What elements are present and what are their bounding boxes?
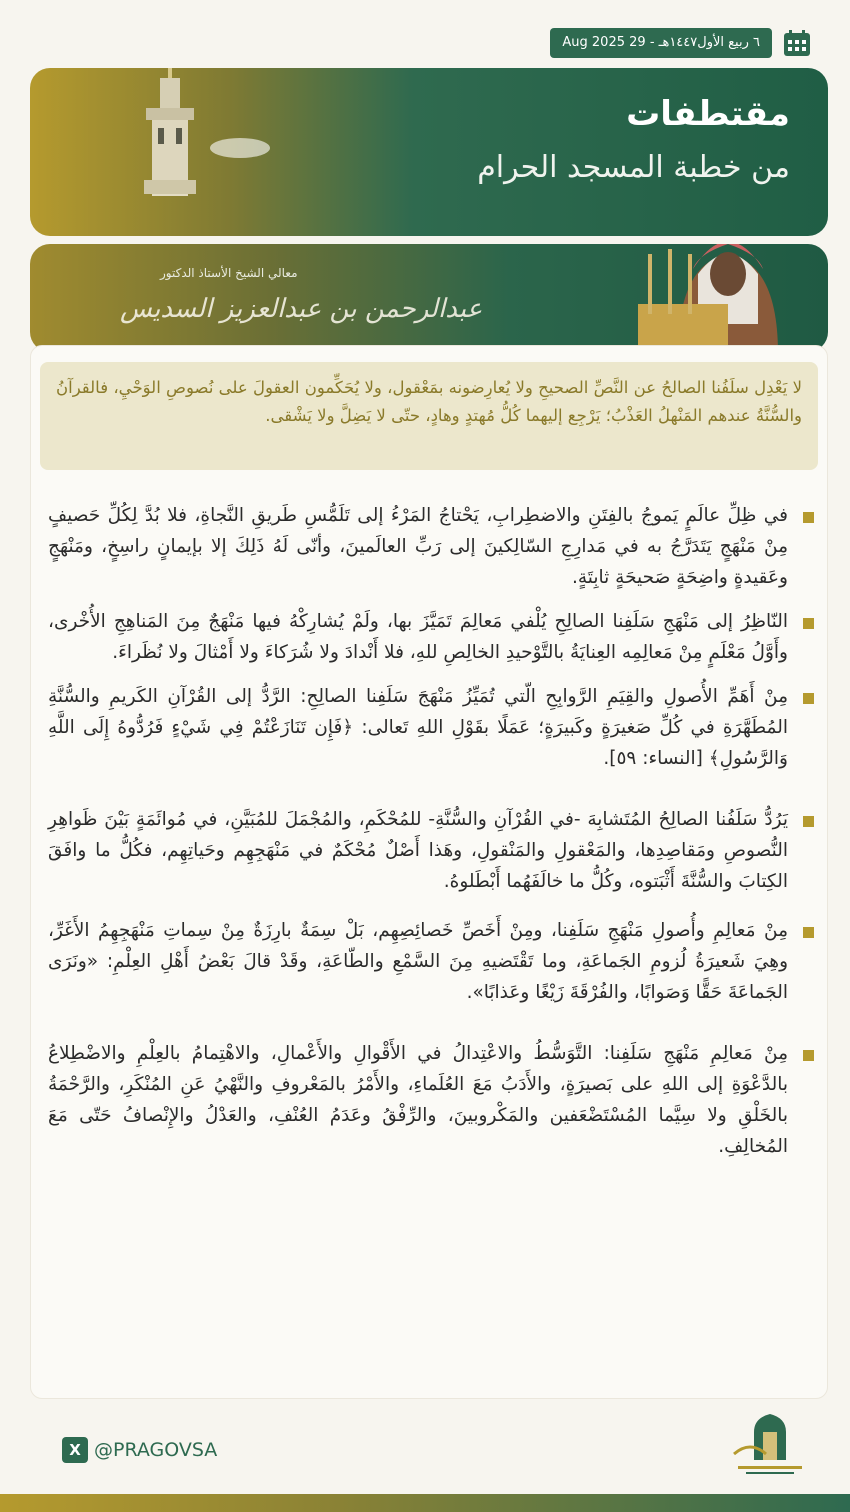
speaker-title: معالي الشيخ الأستاذ الدكتور: [160, 266, 298, 280]
speaker-name: عبدالرحمن بن عبدالعزيز السديس: [120, 294, 483, 324]
bullet-icon: [803, 816, 814, 827]
bullet-icon: [803, 512, 814, 523]
paragraph-text: مِنْ أَهَمِّ الأُصولِ والقِيَمِ الرَّوابِحِ الّتي تُمَيِّزُ مَنْهَجَ سَلَفِنا الصالِحِ: الرَّدُّ إلى القُرْآنِ الكَريمِ والسُّنَّةِ المُطَهَّرَةِ في كُلِّ صَغيرَةٍ وكَبيرَةٍ؛ عَمَلًا بقَوْلِ اللهِ تَعالى: ﴿فَإِن تَنَازَعْتُمْ فِي شَيْءٍ فَرُدُّوهُ إِلَى اللَّهِ وَالرَّسُولِ﴾ [النساء: ٥٩].: [48, 686, 788, 769]
imam-image: [638, 244, 808, 302]
bottom-strip: [0, 1494, 850, 1512]
page-subtitle: من خطبة المسجد الحرام: [477, 150, 790, 185]
title-banner: [30, 68, 828, 236]
paragraph-list: [48, 500, 814, 1162]
list-item: [48, 804, 814, 897]
calendar-icon: [782, 28, 812, 58]
paragraph-text: في ظِلِّ عالَمٍ يَموجُ بالفِتَنِ والاضطِرابِ، يَحْتاجُ المَرْءُ إلى تَلَمُّسِ طَريقِ النَّجاةِ، فلا بُدَّ لِكُلِّ حَصيفٍ مِنْ مَنْهَجٍ يَتَدَرَّجُ به في مَدارِجِ السّالِكينَ إلى رَبِّ العالَمينَ، وأنّى لَهُ ذَلِكَ إلا بإيمانٍ راسِخٍ، ومَنْهَجٍ وعَقيدةٍ واضِحَةٍ صَحيحَةٍ ثابِتَةٍ.: [48, 505, 788, 588]
bullet-icon: [803, 927, 814, 938]
x-logo-icon: X: [62, 1437, 88, 1463]
paragraph-text: يَرُدُّ سَلَفُنا الصالِحُ المُتَشابِهَ -في القُرْآنِ والسُّنَّةِ- للمُحْكَمِ، والمُجْمَلَ للمُبَيَّنِ، في مُوائَمَةٍ بَيْنَ ظَواهِرِ النُّصوصِ ومَقاصِدِها، والمَعْقولِ والمَنْقولِ، وهَذا أَصْلٌ مُحْكَمٌ في مَنْهَجِهِم وحَياتِهِم، فكُلُّ ما وافَقَ الكِتابَ والسُّنَّةَ أَثْبَتوه، وكُلُّ ما خالَفَهُما أَبْطَلوهُ.: [48, 809, 788, 892]
bullet-icon: [803, 618, 814, 629]
highlight-quote: لا يَعْدِل سلَفُنا الصالحُ عن النَّصِّ الصحيحِ ولا يُعارِضونه بمَعْقول، ولا يُحَكِّمون العقولَ على نُصوصِ الوَحْيِ، فالقرآنُ والسُّنَّةُ عندهم المَنْهلُ العَذْبُ؛ يَرْجِع إليهما كُلُّ مُهتدٍ وهادٍ، حتّى لا يَضِلَّ ولا يَشْقى.: [40, 362, 818, 470]
date-text: ٦ ربيع الأول١٤٤٧هـ - 29 Aug 2025: [550, 28, 772, 58]
bullet-icon: [803, 1050, 814, 1061]
paragraph-text: مِنْ مَعالِمِ وأُصولِ مَنْهَجِ سَلَفِنا، ومِنْ أَخَصِّ خَصائِصِهِم، بَلْ سِمَةٌ بارِزَةٌ مِنْ سِماتِ مَنْهَجِهِمُ الأَغَرِّ، وهِيَ شَعيرَةُ لُزومِ الجَماعَةِ، وما تَقْتَضيهِ مِنَ السَّمْعِ والطّاعَةِ، وقَدْ قالَ بَعْضُ أَهْلِ العِلْمِ: «ونَرَى الجَماعَةَ حَقًّا وَصَوابًا، والفُرْقَةَ زَيْغًا وعَذابًا».: [48, 920, 788, 1003]
list-item: [48, 915, 814, 1008]
list-item: [48, 1038, 814, 1162]
bullet-icon: [803, 693, 814, 704]
minaret-image: [80, 68, 280, 196]
social-link[interactable]: [62, 1437, 217, 1463]
haramain-logo-icon: [730, 1410, 810, 1480]
date-bar: [550, 26, 812, 60]
list-item: [48, 681, 814, 774]
speaker-banner: [30, 244, 828, 352]
list-item: [48, 500, 814, 593]
paragraph-text: النّاظِرُ إلى مَنْهَجِ سَلَفِنا الصالِحِ يُلْفي مَعالِمَ تَمَيَّزَ بها، ولَمْ يُشارِكْهُ فيها مَنْهَجٌ مِنَ المَناهِجِ الأُخْرى، وأَوَّلُ مَعْلَمٍ مِنْ مَعالِمِه العِنايَةُ بالتَّوْحيدِ الخالِصِ للهِ، فلا أَنْدادَ ولا شُرَكاءَ ولا أَمْثالَ ولا نُظَراءَ.: [48, 611, 788, 663]
page-title: مقتطفات: [626, 94, 790, 134]
social-handle[interactable]: @PRAGOVSA: [94, 1439, 218, 1461]
paragraph-text: مِنْ مَعالِمِ مَنْهَجِ سَلَفِنا: التَّوَسُّطُ والاعْتِدالُ في الأَقْوالِ والأَعْمالِ، والاهْتِمامُ بالعِلْمِ والاضْطِلاعُ بالدَّعْوَةِ إلى اللهِ على بَصيرَةٍ، والأَدَبُ مَعَ العُلَماءِ، والأَمْرُ بالمَعْروفِ والنَّهْيُ عَنِ المُنْكَرِ، والرَّحْمَةُ بالخَلْقِ ولا سِيَّما المُسْتَضْعَفين والمَكْروبينَ، والرِّفْقُ وعَدَمُ العُنْفِ، والعَدْلُ والإِنْصافُ حَتّى مَعَ المُخالِفِ.: [48, 1043, 788, 1157]
list-item: [48, 606, 814, 668]
